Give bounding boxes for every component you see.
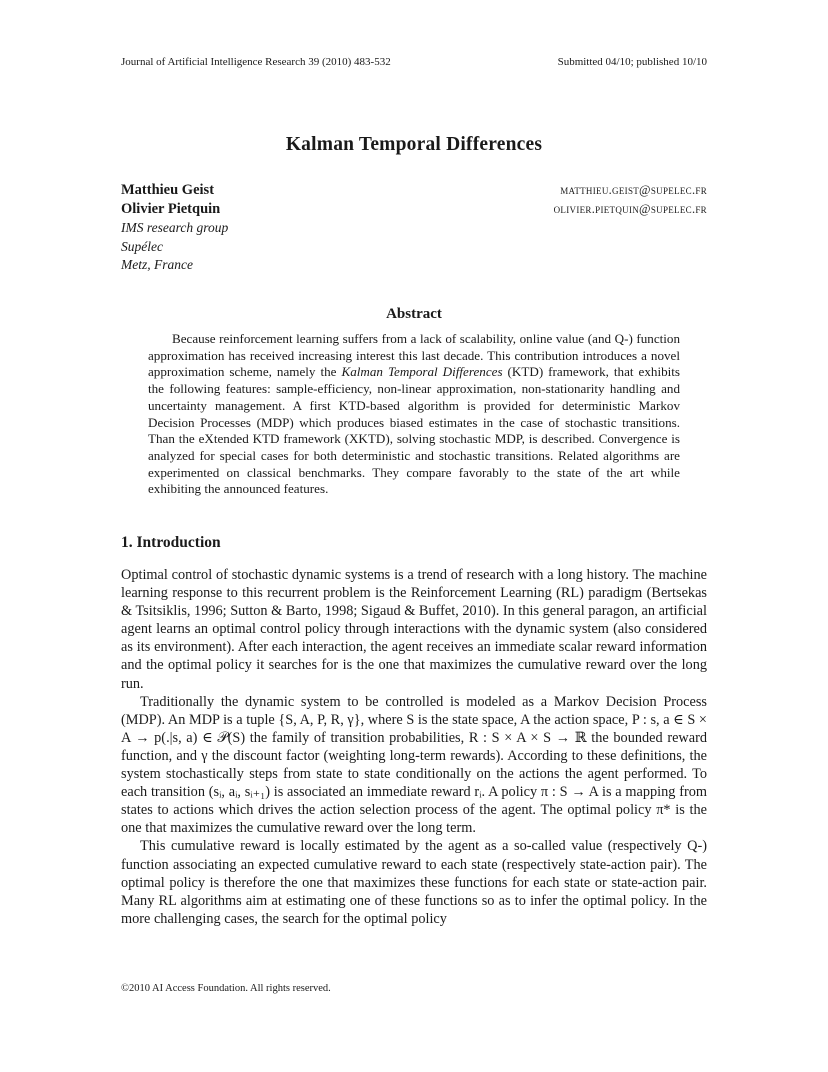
abstract-text-part: (KTD) framework, that exhibits the following features: sample-efficiency, non-linear approximation, non-stationarity handling and uncertainty management. A first KTD-based algorithm is provided for deterministic Markov Decision Processes (MDP) which produces biased estimates in the case of stochastic transitions. Than the eXtended KTD framework (XKTD), solving stochastic MDP, is described. Convergence is analyzed for special cases for both deterministic and stochastic transitions. Related algorithms are experimented on classical benchmarks. They compare favorably to the state of the art while exhibiting the announced features. bbox=[148, 364, 681, 497]
author-email: matthieu.geist@supelec.fr bbox=[560, 183, 707, 197]
paragraph: This cumulative reward is locally estimated by the agent as a so-called value (respectively Q-) function associating an expected cumulative reward to each state (respectively state-action pair). The optimal policy is therefore the one that maximizes these functions for each state or state-action pair. Many RL algorithms aim at estimating one of these functions so as to infer the optimal policy. In the more challenging cases, the search for the optimal policy bbox=[121, 838, 707, 927]
section-heading: 1. Introduction bbox=[121, 534, 221, 551]
author-row bbox=[121, 182, 707, 201]
author-block bbox=[121, 182, 707, 276]
journal-citation: Journal of Artificial Intelligence Research 39 (2010) 483-532 bbox=[121, 56, 391, 68]
affiliation-institution: Supélec bbox=[121, 238, 163, 254]
author-name: Matthieu Geist bbox=[121, 182, 215, 198]
affiliation-group: IMS research group bbox=[121, 220, 229, 235]
abstract-text-part: Because reinforcement learning suffers from a lack of scalability, online value (and Q-) function approximation has received increasing interest this last decade. This contribution introduces a novel approximation scheme, namely the bbox=[148, 331, 680, 380]
running-head bbox=[121, 56, 707, 68]
paper-title: Kalman Temporal Differences bbox=[285, 134, 543, 155]
copyright-footer: ©2010 AI Access Foundation. All rights reserved. bbox=[121, 983, 331, 994]
author-row bbox=[121, 201, 707, 220]
author-name: Olivier Pietquin bbox=[121, 201, 221, 217]
section-body bbox=[121, 566, 707, 928]
abstract-emphasis: Kalman Temporal Differences bbox=[341, 364, 503, 380]
abstract-heading: Abstract bbox=[386, 306, 442, 322]
affiliation-location: Metz, France bbox=[121, 257, 193, 272]
submission-dates: Submitted 04/10; published 10/10 bbox=[557, 56, 707, 68]
author-email: olivier.pietquin@supelec.fr bbox=[553, 202, 707, 216]
paragraph: Optimal control of stochastic dynamic systems is a trend of research with a long history. The machine learning response to this recurrent problem is the Reinforcement Learning (RL) paradigm (Bertsekas & Tsitsiklis, 1996; Sutton & Barto, 1998; Sigaud & Buffet, 2010). In this general paragon, an artificial agent learns an optimal control policy through interactions with the dynamic system (also considered as its environment). After each interaction, the agent receives an immediate scalar reward information and the optimal policy it searches for is the one that maximizes the cumulative reward over the long run. bbox=[121, 567, 707, 692]
paragraph: Traditionally the dynamic system to be controlled is modeled as a Markov Decision Process (MDP). An MDP is a tuple {S, A, P, R, γ}, where S is the state space, A the action space, P : s, a ∈ S × A → p(.|s, a) ∈ 𝒫(S) the family of transition probabilities, R : S × A × S → ℝ the bounded reward function, and γ the discount factor (weighting long-term rewards). According to these definitions, the system stochastically steps from state to state conditionally on the actions the agent performed. To each transition (sᵢ, aᵢ, sᵢ₊₁) is associated an immediate reward rᵢ. A policy π : S → A is a mapping from states to actions which drives the action selection process of the agent. The optimal policy π* is the one that maximizes the cumulative reward over the long term. bbox=[121, 693, 707, 837]
abstract-text bbox=[148, 331, 680, 498]
